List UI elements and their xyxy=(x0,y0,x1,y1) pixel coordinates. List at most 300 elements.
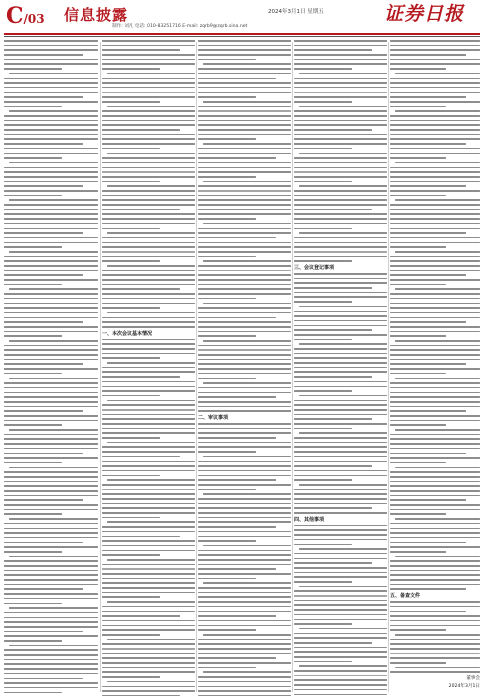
text-line xyxy=(107,521,195,523)
text-line xyxy=(390,331,480,333)
text-line xyxy=(294,138,387,140)
text-line xyxy=(294,371,387,373)
text-line xyxy=(102,493,195,495)
text-line xyxy=(4,570,98,572)
masthead-rule xyxy=(4,33,480,35)
text-line xyxy=(4,382,98,384)
text-line xyxy=(198,531,291,533)
text-line xyxy=(198,153,291,155)
text-line xyxy=(102,461,195,463)
text-line xyxy=(390,148,480,150)
text-line xyxy=(102,564,195,566)
text-line xyxy=(102,507,195,509)
text-line xyxy=(198,423,291,425)
text-line xyxy=(9,162,98,164)
text-line xyxy=(294,390,352,392)
text-line xyxy=(102,671,195,673)
text-line xyxy=(4,481,98,483)
text-line xyxy=(294,376,372,378)
text-line xyxy=(198,392,291,394)
text-line xyxy=(390,124,480,126)
text-line xyxy=(390,406,480,408)
text-line xyxy=(294,273,387,275)
text-line xyxy=(4,551,62,553)
text-line xyxy=(102,423,195,425)
text-line xyxy=(198,662,291,664)
text-line xyxy=(395,667,481,669)
section-letter: C xyxy=(6,3,24,29)
column-4 xyxy=(294,40,387,696)
text-line xyxy=(390,326,480,328)
text-line xyxy=(294,489,387,491)
text-line xyxy=(102,274,195,276)
text-line xyxy=(107,362,195,364)
text-line xyxy=(198,686,291,688)
text-line xyxy=(390,551,446,553)
text-line xyxy=(4,256,98,258)
text-line xyxy=(198,199,291,201)
text-line xyxy=(390,185,466,187)
text-line xyxy=(102,587,195,589)
text-line xyxy=(102,390,195,392)
text-line xyxy=(102,456,180,458)
text-line xyxy=(102,437,160,439)
text-line xyxy=(4,92,98,94)
text-line xyxy=(294,461,387,463)
text-line xyxy=(198,465,291,467)
text-line xyxy=(4,687,98,689)
text-line xyxy=(294,237,387,239)
text-line xyxy=(390,485,480,487)
text-line xyxy=(102,68,160,70)
column-3 xyxy=(198,40,291,696)
text-line xyxy=(102,550,195,552)
text-line xyxy=(198,274,291,276)
column-4-heading-b: 四、其他事项 xyxy=(294,516,325,523)
text-line xyxy=(198,354,291,356)
text-line xyxy=(390,448,480,450)
text-line xyxy=(4,457,98,459)
text-line xyxy=(390,190,480,192)
text-line xyxy=(198,615,276,617)
text-line xyxy=(294,428,352,430)
text-line xyxy=(4,546,98,548)
text-line xyxy=(4,401,98,403)
text-line xyxy=(9,251,98,253)
text-line xyxy=(198,129,291,131)
text-line xyxy=(390,546,480,548)
text-line xyxy=(102,606,195,608)
text-line xyxy=(294,647,387,649)
text-line xyxy=(203,671,291,673)
text-line xyxy=(102,611,195,613)
text-line xyxy=(4,279,98,281)
text-line xyxy=(102,237,195,239)
column-5-text-top xyxy=(390,40,480,590)
text-line xyxy=(102,353,195,355)
text-line xyxy=(294,176,387,178)
text-line xyxy=(102,657,195,659)
text-line xyxy=(102,162,195,164)
text-line xyxy=(4,396,98,398)
text-line xyxy=(198,326,291,328)
text-line xyxy=(198,526,276,528)
column-2-text-bottom xyxy=(102,339,195,696)
text-line xyxy=(390,138,480,140)
text-line xyxy=(390,82,480,84)
text-line xyxy=(390,153,480,155)
text-line xyxy=(102,592,195,594)
text-line xyxy=(294,572,387,574)
text-line xyxy=(102,386,195,388)
text-line xyxy=(4,603,62,605)
text-line xyxy=(4,195,62,197)
text-line xyxy=(294,63,387,65)
text-line xyxy=(294,110,387,112)
text-line xyxy=(198,120,291,122)
text-line xyxy=(294,651,387,653)
column-5-heading: 五、备查文件 xyxy=(390,593,421,600)
text-line xyxy=(198,643,291,645)
text-line xyxy=(390,382,480,384)
text-line xyxy=(198,676,291,678)
text-line xyxy=(4,181,98,183)
text-line xyxy=(198,185,291,187)
text-line xyxy=(390,481,480,483)
text-line xyxy=(102,470,195,472)
text-line xyxy=(102,124,195,126)
text-line xyxy=(4,54,83,56)
text-line xyxy=(4,574,98,576)
text-line xyxy=(4,260,98,262)
text-line xyxy=(294,124,387,126)
text-line xyxy=(203,456,291,458)
text-line xyxy=(294,567,387,569)
text-line xyxy=(294,92,387,94)
text-line xyxy=(390,657,480,659)
text-line xyxy=(4,626,98,628)
text-line xyxy=(107,681,195,683)
text-line xyxy=(102,451,195,453)
text-line xyxy=(294,242,387,244)
text-line xyxy=(107,400,195,402)
text-line xyxy=(294,614,387,616)
text-line xyxy=(294,278,387,280)
column-divider xyxy=(292,42,293,692)
text-line xyxy=(198,256,256,258)
text-line xyxy=(294,675,387,677)
text-line xyxy=(390,317,480,319)
text-line xyxy=(198,648,291,650)
text-line xyxy=(9,645,98,647)
text-line xyxy=(198,442,291,444)
column-2-heading: 一、本次会议基本情况 xyxy=(102,330,153,337)
text-line xyxy=(198,550,291,552)
text-line xyxy=(102,143,195,145)
text-line xyxy=(198,49,291,51)
text-line xyxy=(102,176,195,178)
text-line xyxy=(4,523,98,525)
text-line xyxy=(294,684,387,686)
text-line xyxy=(390,424,446,426)
text-line xyxy=(203,223,291,225)
text-line xyxy=(102,686,195,688)
text-line xyxy=(390,134,480,136)
text-line xyxy=(198,284,291,286)
text-line xyxy=(390,504,480,506)
text-line xyxy=(198,489,256,491)
text-line xyxy=(4,148,98,150)
text-line xyxy=(294,87,387,89)
text-line xyxy=(102,545,195,547)
text-line xyxy=(294,209,372,211)
text-line xyxy=(198,317,276,319)
text-line xyxy=(395,199,481,201)
text-line xyxy=(4,138,98,140)
text-line xyxy=(102,653,195,655)
text-line xyxy=(4,424,62,426)
text-line xyxy=(107,559,195,561)
text-line xyxy=(107,153,195,155)
text-line xyxy=(294,320,387,322)
text-line xyxy=(198,601,291,603)
text-line xyxy=(390,368,480,370)
text-line xyxy=(102,288,180,290)
text-line xyxy=(294,562,372,564)
text-line xyxy=(395,73,481,75)
text-line xyxy=(299,153,387,155)
text-line xyxy=(390,265,480,267)
text-line xyxy=(107,479,195,481)
text-line xyxy=(198,667,256,669)
text-line xyxy=(299,548,387,550)
text-line xyxy=(198,559,291,561)
text-line xyxy=(390,54,466,56)
text-line xyxy=(294,539,387,541)
text-line xyxy=(294,329,372,331)
text-line xyxy=(4,368,98,370)
text-line xyxy=(294,414,387,416)
text-line xyxy=(294,167,387,169)
text-line xyxy=(102,526,195,528)
text-line xyxy=(198,410,291,412)
text-line xyxy=(9,288,98,290)
text-line xyxy=(294,325,387,327)
text-line xyxy=(198,587,291,589)
text-line xyxy=(4,392,98,394)
text-line xyxy=(4,598,98,600)
text-line xyxy=(198,437,276,439)
text-line xyxy=(390,303,480,305)
article-columns xyxy=(4,40,480,696)
text-line xyxy=(198,498,291,500)
text-line xyxy=(294,600,387,602)
text-line xyxy=(4,692,62,694)
text-line xyxy=(294,40,387,42)
text-line xyxy=(390,284,446,286)
text-line xyxy=(390,476,480,478)
text-line xyxy=(198,115,291,117)
text-line xyxy=(4,270,98,272)
text-line xyxy=(390,59,480,61)
text-line xyxy=(102,432,195,434)
text-line xyxy=(4,621,98,623)
text-line xyxy=(390,171,480,173)
text-line xyxy=(390,279,480,281)
text-line xyxy=(390,167,480,169)
text-line xyxy=(4,354,98,356)
text-line xyxy=(4,668,98,670)
text-line xyxy=(107,73,195,75)
column-2 xyxy=(102,40,195,696)
text-line xyxy=(4,317,98,319)
text-line xyxy=(390,457,480,459)
text-line xyxy=(294,595,387,597)
text-line xyxy=(102,418,195,420)
text-line xyxy=(198,620,291,622)
text-line xyxy=(198,242,291,244)
text-line xyxy=(198,470,291,472)
text-line xyxy=(294,470,387,472)
text-line xyxy=(390,223,480,225)
text-line xyxy=(198,265,291,267)
text-line xyxy=(390,242,480,244)
text-line xyxy=(390,40,480,42)
text-line xyxy=(198,124,291,126)
text-line xyxy=(4,410,83,412)
column-divider xyxy=(100,42,101,692)
text-line xyxy=(4,504,98,506)
text-line xyxy=(203,143,291,145)
date-line: 2024年3月1日 星期五 xyxy=(268,9,324,15)
text-line xyxy=(102,409,195,411)
text-line xyxy=(390,68,446,70)
text-line xyxy=(102,110,195,112)
text-line xyxy=(102,82,195,84)
text-line xyxy=(102,395,160,397)
text-line xyxy=(9,467,98,469)
text-line xyxy=(294,195,387,197)
text-line xyxy=(294,129,372,131)
text-line xyxy=(294,446,387,448)
text-line xyxy=(4,663,98,665)
text-line xyxy=(390,434,480,436)
text-line xyxy=(4,101,98,103)
text-line xyxy=(390,443,480,445)
text-line xyxy=(198,237,276,239)
text-line xyxy=(4,448,98,450)
text-line xyxy=(4,649,98,651)
text-line xyxy=(294,534,387,536)
text-line xyxy=(198,288,291,290)
text-line xyxy=(294,59,387,61)
text-line xyxy=(102,270,195,272)
text-line xyxy=(294,507,372,509)
text-line xyxy=(294,381,387,383)
text-line xyxy=(102,404,195,406)
text-line xyxy=(198,578,256,580)
text-line xyxy=(102,190,195,192)
column-5 xyxy=(390,40,480,696)
text-line xyxy=(102,303,195,305)
text-line xyxy=(299,232,387,234)
text-line xyxy=(390,542,466,544)
text-line xyxy=(390,209,480,211)
text-line xyxy=(294,475,387,477)
text-line xyxy=(4,49,98,51)
text-line xyxy=(198,368,291,370)
text-line xyxy=(390,237,480,239)
text-line xyxy=(390,625,480,627)
text-line xyxy=(198,657,276,659)
text-line xyxy=(294,256,387,258)
text-line xyxy=(102,634,160,636)
text-line xyxy=(4,307,98,309)
text-line xyxy=(299,306,387,308)
text-line xyxy=(107,185,195,187)
text-line xyxy=(102,251,195,253)
text-line xyxy=(395,634,481,636)
text-line xyxy=(198,270,291,272)
text-line xyxy=(107,312,195,314)
text-line xyxy=(198,401,291,403)
text-line xyxy=(4,363,83,365)
text-line xyxy=(395,556,481,558)
text-line xyxy=(198,54,291,56)
text-line xyxy=(390,392,480,394)
text-line xyxy=(102,115,195,117)
text-line xyxy=(390,523,480,525)
text-line xyxy=(102,676,160,678)
text-line xyxy=(9,378,98,380)
text-line xyxy=(299,628,387,630)
editor-line: 制作: 刘凡 电话: 010-83251716 E-mail: zqrb9@zqrb.sina.net xyxy=(112,24,248,29)
text-line xyxy=(198,45,291,47)
text-line xyxy=(102,414,195,416)
text-line xyxy=(4,129,98,131)
text-line xyxy=(390,260,480,262)
text-line xyxy=(294,199,387,201)
text-line xyxy=(390,256,480,258)
text-line xyxy=(198,171,291,173)
text-line xyxy=(102,218,195,220)
text-line xyxy=(390,615,480,617)
text-line xyxy=(4,476,98,478)
text-line xyxy=(102,348,195,350)
text-line xyxy=(294,512,387,514)
text-line xyxy=(198,596,291,598)
text-line xyxy=(203,63,291,65)
text-line xyxy=(4,537,98,539)
text-line xyxy=(294,670,387,672)
text-line xyxy=(390,560,480,562)
text-line xyxy=(4,345,98,347)
text-line xyxy=(4,485,98,487)
text-line xyxy=(4,176,98,178)
text-line xyxy=(198,554,291,556)
text-line xyxy=(9,199,98,201)
text-line xyxy=(198,321,291,323)
text-line xyxy=(4,532,98,534)
text-line xyxy=(102,446,195,448)
text-line xyxy=(390,648,480,650)
text-line xyxy=(390,662,446,664)
text-line xyxy=(390,629,446,631)
text-line xyxy=(294,590,387,592)
text-line xyxy=(294,148,352,150)
text-line xyxy=(4,293,98,295)
text-line xyxy=(294,204,387,206)
